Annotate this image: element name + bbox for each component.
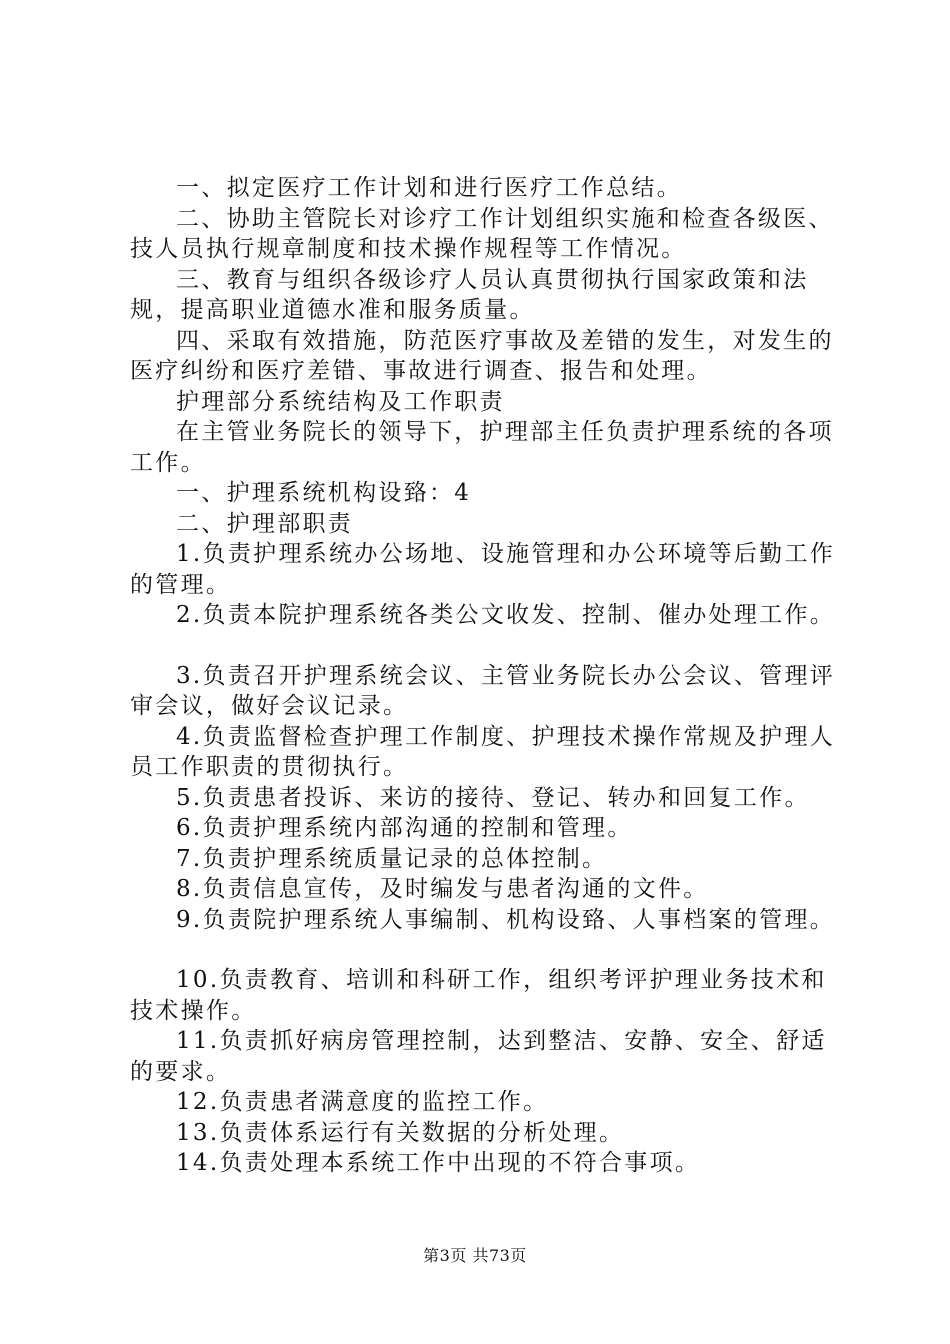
paragraph-education: 三、教育与组织各级诊疗人员认真贯彻执行国家政策和法规，提高职业道德水准和服务质量。 [130,266,809,323]
duty-item-8: 8.负责信息宣传，及时编发与患者沟通的文件。 [176,876,709,902]
duty-item-11: 11.负责抓好病房管理控制，达到整洁、安静、安全、舒适的要求。 [130,1028,827,1085]
duty-item-13: 13.负责体系运行有关数据的分析处理。 [176,1119,625,1146]
paragraph-prevention: 四、采取有效措施，防范医疗事故及差错的发生，对发生的医疗纠纷和医疗差错、事故进行调查、报告和处理。 [130,327,834,384]
duty-item-2: 2.负责本院护理系统各类公文收发、控制、催办处理工作。 [176,602,836,628]
section-heading-nursing: 护理部分系统结构及工作职责 [176,388,505,415]
paragraph-medical-plan: 一、拟定医疗工作计划和进行医疗工作总结。 [176,175,682,201]
duty-item-3: 3.负责召开护理系统会议、主管业务院长办公会议、管理评审会议，做好会议记录。 [130,662,836,719]
document-body [130,173,850,1179]
duty-item-9: 9.负责院护理系统人事编制、机构设臵、人事档案的管理。 [176,906,836,933]
page-number-footer: 第3页 共73页 [423,1246,527,1265]
paragraph-assist-director: 二、协助主管院长对诊疗工作计划组织实施和检查各级医、技人员执行规章制度和技术操作规程等工作情况。 [130,205,834,262]
list-heading-structure: 一、护理系统机构设臵：4 [176,480,472,506]
duty-item-7: 7.负责护理系统质量记录的总体控制。 [176,845,608,872]
duty-item-6: 6.负责护理系统内部沟通的控制和管理。 [176,815,633,841]
duty-item-1: 1.负责护理系统办公场地、设施管理和办公环境等后勤工作的管理。 [130,541,836,598]
duty-item-14: 14.负责处理本系统工作中出现的不符合事项。 [176,1150,701,1176]
duty-item-12: 12.负责患者满意度的监控工作。 [176,1089,549,1115]
duty-item-4: 4.负责监督检查护理工作制度、护理技术操作常规及护理人员工作职责的贯彻执行。 [130,723,836,780]
list-heading-duties: 二、护理部职责 [176,510,354,537]
paragraph-nursing-intro: 在主管业务院长的领导下，护理部主任负责护理系统的各项工作。 [130,419,834,476]
duty-item-5: 5.负责患者投诉、来访的接待、登记、转办和回复工作。 [176,784,810,811]
duty-item-10: 10.负责教育、培训和科研工作，组织考评护理业务技术和技术操作。 [130,967,827,1024]
